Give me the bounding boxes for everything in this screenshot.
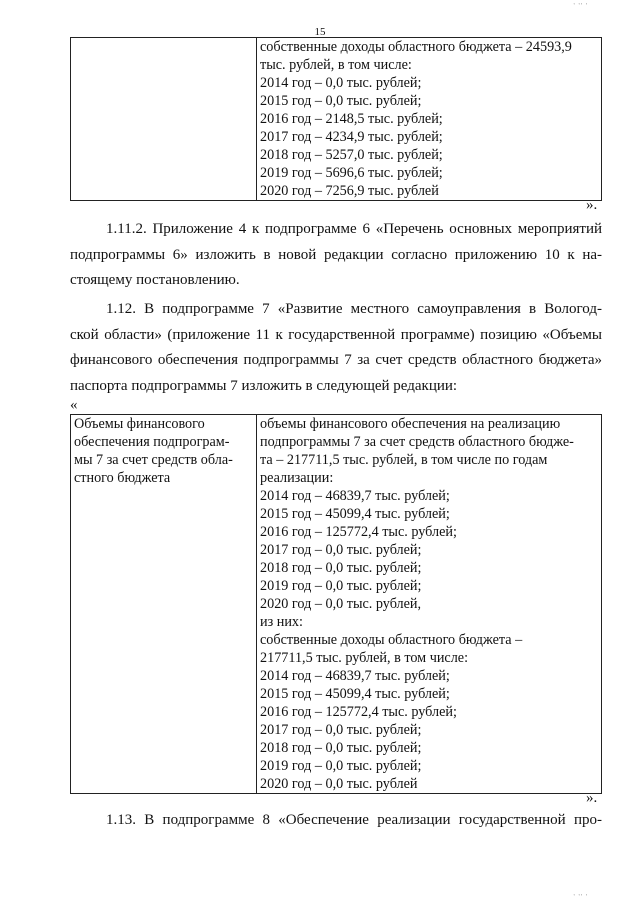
paragraph-line: подпрограммы 6» изложить в новой редакции согласно приложению 10 к на- — [70, 246, 602, 263]
table-line: 2014 год – 0,0 тыс. рублей; — [260, 75, 422, 91]
table-line: 2019 год – 0,0 тыс. рублей; — [260, 578, 422, 594]
table-line: 217711,5 тыс. рублей, в том числе: — [260, 650, 469, 666]
table-line: 2020 год – 0,0 тыс. рублей, — [260, 596, 422, 612]
paragraph-1-12 — [70, 297, 602, 399]
page-number: 15 — [314, 26, 326, 38]
table-line: собственные доходы областного бюджета – 24593,9 — [260, 39, 572, 55]
paragraph-line: 1.12. В подпрограмме 7 «Развитие местного самоуправления в Вологод- — [106, 301, 602, 317]
table-line: подпрограммы 7 за счет средств областного бюдже- — [260, 434, 574, 450]
table-line: 2015 год – 0,0 тыс. рублей; — [260, 93, 422, 109]
table-line: мы 7 за счет средств обла- — [74, 452, 233, 468]
closing-quote: ». — [586, 790, 598, 806]
table-line: 2020 год – 0,0 тыс. рублей — [260, 776, 418, 792]
paragraph-1-11-2 — [70, 217, 602, 294]
table-line: 2017 год – 4234,9 тыс. рублей; — [260, 129, 443, 145]
table-line: стного бюджета — [74, 470, 171, 486]
table-line: 2016 год – 2148,5 тыс. рублей; — [260, 111, 443, 127]
table-line: тыс. рублей, в том числе: — [260, 57, 412, 73]
paragraph-line: 1.11.2. Приложение 4 к подпрограмме 6 «Перечень основных мероприятий — [106, 221, 602, 237]
table-right-cell — [257, 38, 602, 201]
table-line: собственные доходы областного бюджета – — [260, 632, 523, 648]
table-left-cell — [71, 38, 257, 201]
table-right-cell — [257, 415, 602, 794]
table-line: 2015 год – 45099,4 тыс. рублей; — [260, 686, 450, 702]
table-line: 2019 год – 5696,6 тыс. рублей; — [260, 165, 443, 181]
table-line: 2014 год – 46839,7 тыс. рублей; — [260, 488, 450, 504]
paragraph-line: паспорта подпрограммы 7 изложить в следующей редакции: — [70, 377, 458, 394]
budget-table-continuation — [70, 37, 602, 201]
table-line: из них: — [260, 614, 303, 630]
table-line: 2017 год – 0,0 тыс. рублей; — [260, 542, 422, 558]
table-line: 2014 год – 46839,7 тыс. рублей; — [260, 668, 450, 684]
table-line: реализации: — [260, 470, 334, 486]
table-left-cell — [71, 415, 257, 794]
table-line: 2017 год – 0,0 тыс. рублей; — [260, 722, 422, 738]
paragraph-line: 1.13. В подпрограмме 8 «Обеспечение реализации государственной про- — [106, 812, 602, 828]
table-line: 2018 год – 0,0 тыс. рублей; — [260, 740, 422, 756]
table-line: 2015 год – 45099,4 тыс. рублей; — [260, 506, 450, 522]
paragraph-line: стоящему постановлению. — [70, 272, 240, 288]
table-line: 2018 год – 0,0 тыс. рублей; — [260, 560, 422, 576]
table-line: та – 217711,5 тыс. рублей, в том числе по годам — [260, 452, 548, 468]
table-line: объемы финансового обеспечения на реализацию — [260, 416, 561, 432]
table-line: обеспечения подпрограм- — [74, 434, 230, 450]
table-line: 2020 год – 7256,9 тыс. рублей — [260, 183, 439, 199]
paragraph-line: ской области» (приложение 11 к государственной программе) позицию «Объемы — [70, 326, 602, 343]
paragraph-line: финансового обеспечения подпрограммы 7 за счет средств областного бюджета» — [70, 352, 602, 368]
budget-table-subprogram-7 — [70, 414, 602, 794]
table-line: 2016 год – 125772,4 тыс. рублей; — [260, 524, 457, 540]
table-line: 2018 год – 5257,0 тыс. рублей; — [260, 147, 443, 163]
table-line: 2016 год – 125772,4 тыс. рублей; — [260, 704, 457, 720]
table-line: Объемы финансового — [74, 416, 205, 432]
scan-mark-bottom: ' '' ' — [573, 893, 588, 901]
closing-quote: ». — [586, 197, 598, 213]
scan-mark-top: ' '' ' — [573, 2, 588, 10]
table-line: 2019 год – 0,0 тыс. рублей; — [260, 758, 422, 774]
paragraph-1-13 — [70, 808, 602, 834]
opening-quote: « — [70, 397, 78, 413]
